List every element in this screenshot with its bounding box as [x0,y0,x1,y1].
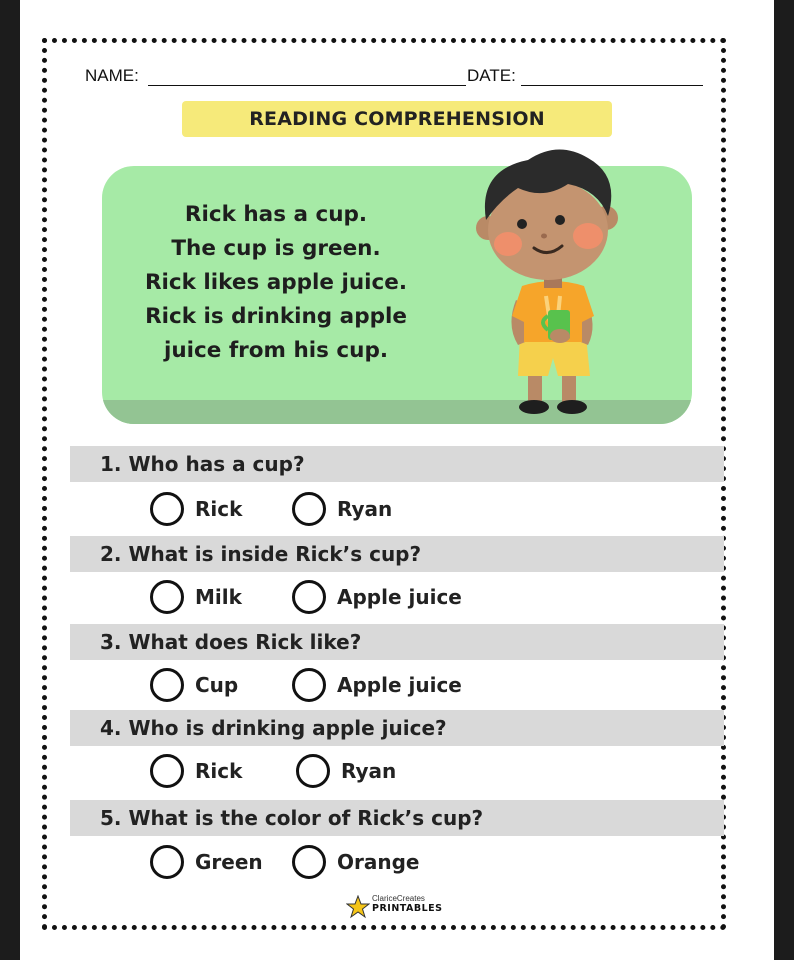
answer-label: Ryan [337,497,393,521]
brand-logo [346,893,456,921]
story-line: juice from his cup. [163,338,389,363]
answer-label: Rick [195,497,243,521]
answer-radio[interactable] [292,492,326,526]
question-text: 4. Who is drinking apple juice? [100,716,447,740]
story-text [126,198,426,368]
answer-label: Milk [195,585,242,609]
answer-label: Ryan [341,759,397,783]
date-label: DATE: [467,66,516,85]
name-label: NAME: [85,66,139,85]
answer-label: Cup [195,673,239,697]
answer-label: Green [195,850,263,874]
answer-radio[interactable] [292,580,326,614]
question-text: 2. What is inside Rick’s cup? [100,542,422,566]
story-line: Rick likes apple juice. [144,270,408,295]
answer-label: Rick [195,759,243,783]
date-line[interactable] [521,85,703,86]
answer-radio[interactable] [296,754,330,788]
worksheet-title: READING COMPREHENSION [182,101,612,137]
answer-radio[interactable] [292,845,326,879]
logo-brand-sub: PRINTABLES [372,903,443,914]
question-text: 5. What is the color of Rick’s cup? [100,806,484,830]
question-text: 1. Who has a cup? [100,452,305,476]
answer-radio[interactable] [150,492,184,526]
answer-radio[interactable] [150,668,184,702]
answer-label: Orange [337,850,420,874]
answer-label: Apple juice [337,585,462,609]
answer-radio[interactable] [150,754,184,788]
boy-with-cup-illustration [448,140,628,420]
story-line: The cup is green. [171,236,381,261]
answer-radio[interactable] [150,845,184,879]
story-line: Rick has a cup. [184,202,368,227]
logo-brand-name: ClariceCreates [372,894,425,903]
question-text: 3. What does Rick like? [100,630,362,654]
answer-radio[interactable] [292,668,326,702]
story-line: Rick is drinking apple [145,304,407,329]
answer-radio[interactable] [150,580,184,614]
star-icon [346,895,370,919]
answer-label: Apple juice [337,673,462,697]
name-line[interactable] [148,85,466,86]
